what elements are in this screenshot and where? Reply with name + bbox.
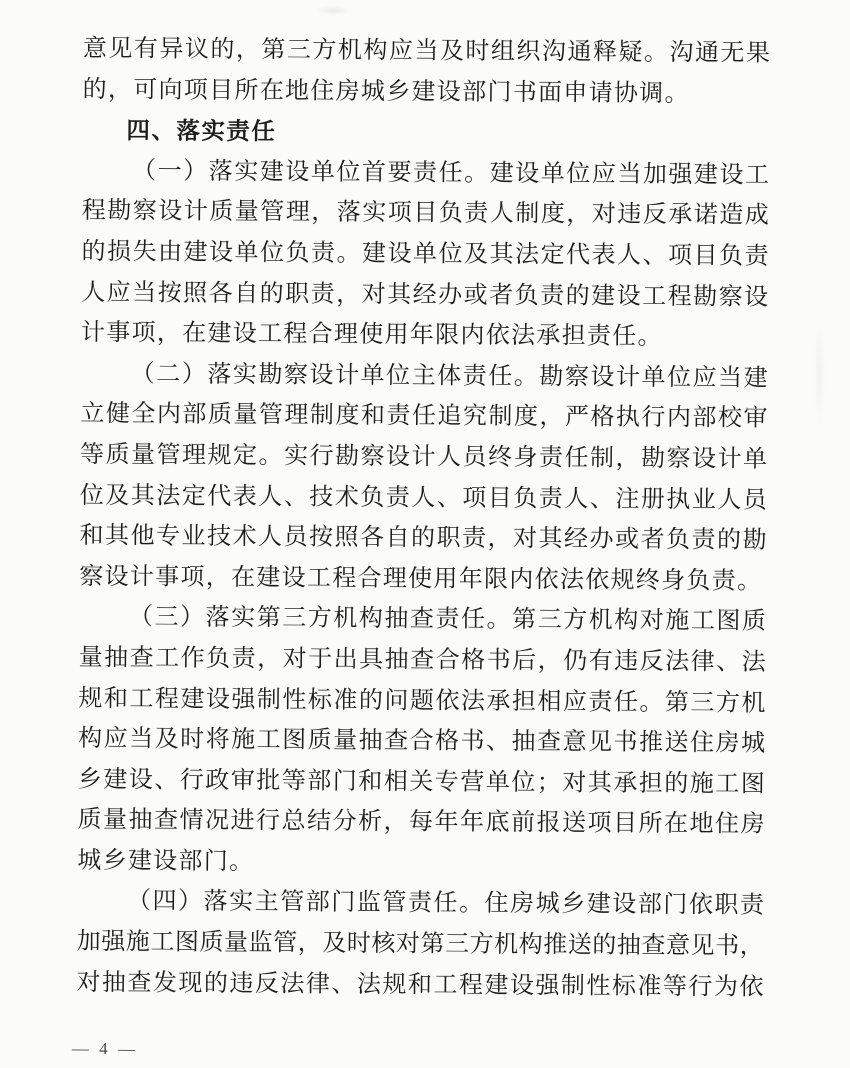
page-number: — 4 — (71, 1039, 139, 1059)
body-text-line: 对抽查发现的违反法律、法规和工程建设强制性标准等行为依 (76, 969, 764, 1001)
body-text-line: 察设计事项，在建设工程合理使用年限内依法依规终身负责。 (79, 563, 763, 595)
section-heading: 四、落实责任 (126, 116, 277, 146)
body-text-line: 和其他专业技术人员按照各自的职责，对其经办或者负责的勘 (79, 523, 767, 554)
paragraph-first-line: （二）落实勘察设计单位主体责任。勘察设计单位应当建 (130, 361, 768, 392)
body-text-line: 人应当按照各自的职责，对其经办或者负责的建设工程勘察设 (81, 279, 769, 311)
body-text-line: 意见有异议的，第三方机构应当及时组织沟通释疑。沟通无果 (82, 35, 771, 67)
body-text-line: 加强施工图质量监管，及时核对第三方机构推送的抽查意见书， (76, 928, 764, 960)
body-text-line: 质量抽查情况进行总结分析，每年年底前报送项目所在地住房 (77, 807, 765, 839)
body-text-line: 规和工程建设强制性标准的问题依法承担相应责任。第三方机 (78, 685, 766, 717)
body-text-line: 城乡建设部门。 (77, 847, 255, 876)
body-text-line: 构应当及时将施工图质量抽查合格书、抽查意见书推送住房城 (78, 726, 766, 757)
body-text-line: 的损失由建设单位负责。建设单位及其法定代表人、项目负责 (81, 238, 769, 270)
body-text-line: 计事项，在建设工程合理使用年限内依法承担责任。 (80, 320, 663, 351)
paragraph-first-line: （四）落实主管部门监管责任。住房城乡建设部门依职责 (126, 888, 765, 920)
paragraph-first-line: （一）落实建设单位首要责任。建设单位应当加强建设工 (131, 158, 770, 189)
body-text-line: 乡建设、行政审批等部门和相关专营单位；对其承担的施工图 (77, 766, 765, 798)
paragraph-first-line: （三）落实第三方机构抽查责任。第三方机构对施工图质 (128, 604, 767, 636)
body-text-line: 的，可向项目所在地住房城乡建设部门书面申请协调。 (82, 76, 690, 107)
body-text-line: 位及其法定代表人、技术负责人、项目负责人、注册执业人员 (79, 482, 767, 514)
body-text-line: 程勘察设计质量管理，落实项目负责人制度，对违反承诺造成 (81, 198, 769, 230)
body-text-line: 立健全内部质量管理制度和责任追究制度，严格执行内部校审 (80, 401, 768, 433)
body-text-line: 等质量管理规定。实行勘察设计人员终身责任制，勘察设计单 (80, 441, 768, 473)
body-text-line: 量抽查工作负责，对于出具抽查合格书后，仍有违反法律、法 (78, 644, 766, 676)
